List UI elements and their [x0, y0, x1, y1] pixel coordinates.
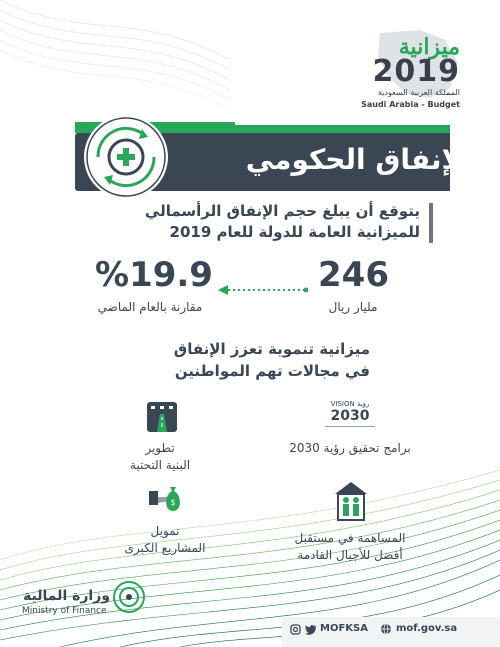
feature-infrastructure-label [110, 440, 210, 474]
subtitle-bar [429, 203, 433, 243]
change-label: مقارنة بالعام الماضي [97, 300, 203, 314]
ministry-logo [22, 588, 122, 616]
subtitle-line-2: للميزانية العامة للدولة للعام 2019 [169, 223, 420, 241]
feature-projects-label [110, 523, 220, 557]
budget-country: المملكة العربية السعودية [377, 88, 460, 97]
feature-future-line-2: أفضل للأجيال القادمة [297, 548, 403, 562]
feature-projects-line-1: تمويل [150, 524, 180, 538]
budget-year: 2019 [372, 54, 460, 89]
family-house-icon [334, 480, 368, 522]
plus-cycle-icon [84, 115, 168, 199]
vision-2030-icon: VISION رؤية 2030 [325, 400, 375, 438]
subtitle-line-1: يتوقع أن يبلغ حجم الإنفاق الرأسمالي [144, 202, 420, 220]
svg-text:$: $ [170, 498, 176, 507]
website-link[interactable]: mof.gov.sa [396, 623, 458, 634]
feature-future-label [280, 530, 420, 564]
section-heading-line-2: في مجالات تهم المواطنين [174, 362, 370, 380]
twitter-icon[interactable] [305, 624, 317, 635]
spending-value: 246 [318, 255, 389, 295]
section-heading [80, 338, 370, 382]
feature-vision-label: برامج تحقيق رؤية 2030 [289, 441, 411, 455]
budget-english: Saudi Arabia - Budget [361, 100, 460, 109]
feature-infrastructure-line-2: البنية التحتية [129, 458, 191, 472]
page-title: الإنفاق الحكومي [245, 143, 472, 176]
budget-word: ميزانية [398, 34, 460, 60]
feature-infrastructure-line-1: تطوير [145, 441, 175, 455]
feature-future-line-1: المساهمة في مستقبل [294, 531, 406, 545]
spending-unit: مليار ريال [328, 300, 378, 314]
budget-2019-logo [310, 28, 460, 108]
ministry-name-ar: وزارة المالية [23, 588, 110, 604]
road-gate-icon [145, 400, 179, 434]
ministry-name-en: Ministry of Finance [22, 606, 107, 616]
section-heading-line-1: ميزانية تنموية تعزز الإنفاق [173, 340, 370, 358]
feature-projects-line-2: المشاريع الكبرى [124, 541, 206, 555]
instagram-icon[interactable] [290, 624, 301, 635]
globe-icon [380, 623, 392, 635]
money-hand-icon [148, 485, 184, 515]
arrow-left-icon [218, 284, 308, 296]
social-handle[interactable]: MOFKSA [320, 623, 368, 634]
change-value: %19.9 [95, 255, 213, 295]
